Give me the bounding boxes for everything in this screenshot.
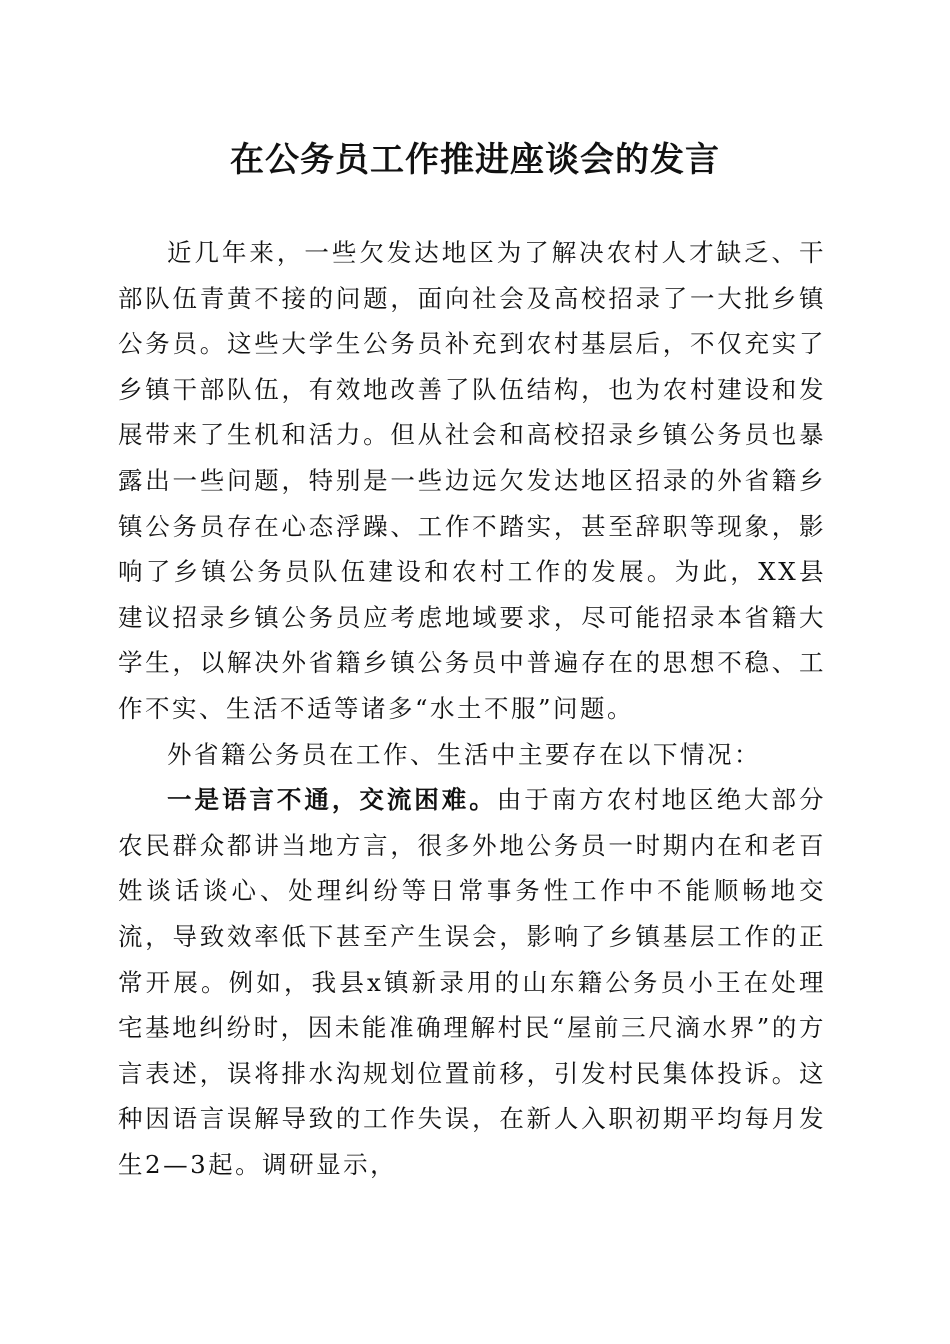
paragraph-lead-heading: 一是语言不通，交流困难。 [167,785,497,815]
paragraph-text: 外省籍公务员在工作、生活中主要存在以下情况： [167,739,761,769]
paragraph-text: 由于南方农村地区绝大部分农民群众都讲当地方言，很多外地公务员一时期内在和老百姓谈话谈心、处理纠纷等日常事务性工作中不能顺畅地交流，导致效率低下甚至产生误会，影响了乡镇基层工作的正常开展。例如，我县x镇新录用的山东籍公务员小王在处理宅基地纠纷时，因未能准确理解村民“屋前三尺滴水界”的方言表述，误将排水沟规划位置前移，引发村民集体投诉。这种因语言误解导致的工作失误，在新人入职初期平均每月发生2—3起。调研显示， [118,785,827,1179]
paragraph-language-barrier [118,777,826,1187]
document-title: 在公务员工作推进座谈会的发言 [230,140,720,180]
paragraph-intro [118,230,826,732]
paragraph-text: 近几年来，一些欠发达地区为了解决农村人才缺乏、干部队伍青黄不接的问题，面向社会及高校招录了一大批乡镇公务员。这些大学生公务员补充到农村基层后，不仅充实了乡镇干部队伍，有效地改善了队伍结构，也为农村建设和发展带来了生机和活力。但从社会和高校招录乡镇公务员也暴露出一些问题，特别是一些边远欠发达地区招录的外省籍乡镇公务员存在心态浮躁、工作不踏实，甚至辞职等现象，影响了乡镇公务员队伍建设和农村工作的发展。为此，XX县建议招录乡镇公务员应考虑地域要求，尽可能招录本省籍大学生，以解决外省籍乡镇公务员中普遍存在的思想不稳、工作不实、生活不适等诸多“水土不服”问题。 [118,238,826,723]
document-body [118,230,826,1187]
paragraph-situations-intro [118,732,826,778]
